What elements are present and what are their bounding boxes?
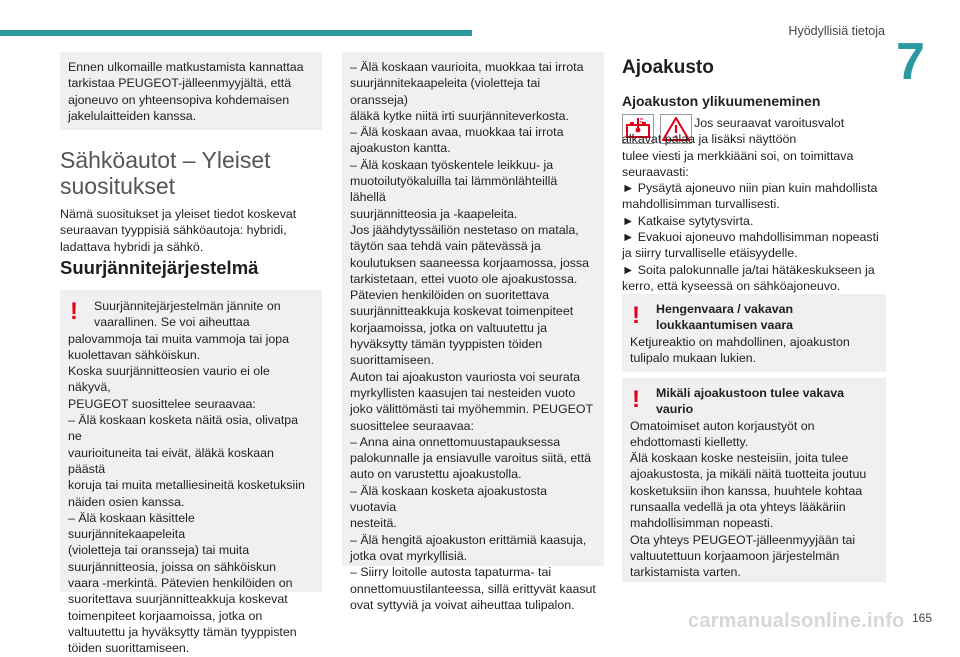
fire-risk-title: Hengenvaara / vakavan loukkaantumisen vaara bbox=[656, 302, 794, 333]
overheat-heading: Ajoakuston ylikuumeneminen bbox=[622, 93, 821, 109]
watermark: carmanualsonline.info bbox=[688, 610, 905, 632]
safety-instructions-text: – Älä koskaan vaurioita, muokkaa tai irrota suurjännitekaapeleita (violetteja tai oransseja) äläkä kytke niitä irti suurjänniteverkosta. – Älä koskaan avaa, muokkaa tai irrota ajoakuston kantta. – Älä koskaan työskentele leikkuu- ja muotoilutyökaluilla tai lämmönlähteillä lähellä suurjännitteosia ja -kaapeleita. Jos jäähdytyssäiliön nestetaso on matala, täytön saa tehdä vain pätevässä ja koulutuksen saaneessa korjaamossa, jossa tarkistetaan, ettei vuoto ole ajoakustossa. Pätevien henkilöiden on suoritettava suurjännitteakkuja koskevat toimenpiteet korjaamoissa, jotka on valtuutettu ja hyväksytty tämän tyyppisten töiden suorittamiseen. Auton tai ajoakuston vauriosta voi seurata myrkyllisten kaasujen tai nesteiden vuoto joko välittömästi tai myöhemmin. PEUGEOT suosittelee seuraavaa: – Anna aina onnettomuustapauksessa palokunnalle ja ensiavulle varoitus siitä, että auto on varustettu ajoakustolla. – Älä koskaan kosketa ajoakustosta vuotavia nesteitä. – Älä hengitä ajoakuston erittämiä kaasuja, jotka ovat myrkyllisiä. – Siirry loitolle autosta tapaturma- tai onnettomuustilanteessa, sillä erittyvät kaasut ovat syttyviä ja voivat aiheuttaa tulipalon. bbox=[350, 60, 596, 612]
ev-paragraph: Nämä suositukset ja yleiset tiedot koskevat seuraavan tyyppisiä sähköautoja: hybridi, ladattava hybridi ja sähkö. bbox=[60, 207, 297, 254]
fire-risk-text: Ketjureaktio on mahdollinen, ajoakuston tulipalo mukaan lukien. bbox=[630, 334, 850, 365]
battery-damage-box bbox=[622, 378, 886, 582]
header-accent-bar bbox=[0, 30, 472, 36]
chapter-number: 7 bbox=[896, 33, 925, 91]
overheat-text-content: Jos seuraavat varoitusvalot alkavat palaa ja lisäksi näyttöön tulee viesti ja merkkiääni soi, on toimittava seuraavasti: ► Pysäytä ajoneuvo niin pian kuin mahdollista mahdollisimman turvallisesti. ► Katkaise sytytysvirta. ► Evakuoi ajoneuvo mahdollisimman nopeasti ja siirry turvalliselle etäisyydelle. ► Soita palokunnalle ja/tai hätäkeskukseen ja kerro, että kyseessä on sähköajoneuvo. bbox=[622, 116, 879, 293]
intro-note-text: Ennen ulkomaille matkustamista kannattaa tarkistaa PEUGEOT-jälleenmyyjältä, että ajoneuvo on yhteensopiva kohdemaisen jakelulaitteiden kanssa. bbox=[68, 60, 304, 123]
hv-warning-rest: palovammoja tai muita vammoja tai jopa kuolettavan sähköiskun. Koska suurjännitteosien vaurio ei ole näkyvä, PEUGEOT suosittelee seuraavaa: – Älä koskaan kosketa näitä osia, olivatpa ne vaurioituneita tai eivät, äläkä koskaan päästä koruja tai muita metalliesineitä kosketuksiin näiden osien kanssa. – Älä koskaan käsittele suurjännitekaapeleita (violetteja tai oransseja) tai muita suurjännitteosia, joissa on sähköiskun vaara -merkintä. Pätevien henkilöiden on suoritettava suurjännitteakkuja koskevat toimenpiteet korjaamoissa, jotka on valtuutettu ja hyväksytty tämän tyyppisten töiden suorittamiseen. bbox=[68, 331, 305, 656]
battery-damage-title: Mikäli ajoakustoon tulee vakava vaurio bbox=[656, 386, 845, 417]
ev-heading: Sähköautot – Yleiset suositukset bbox=[60, 147, 271, 199]
fire-risk-box bbox=[622, 294, 886, 372]
intro-note-box bbox=[60, 52, 322, 130]
page-number: 165 bbox=[912, 611, 933, 625]
hv-heading: Suurjännitejärjestelmä bbox=[60, 257, 259, 278]
safety-instructions-box bbox=[342, 52, 604, 612]
exclamation-warning-icon: ! bbox=[632, 386, 640, 413]
overheat-text bbox=[622, 115, 884, 294]
exclamation-warning-icon: ! bbox=[632, 302, 640, 329]
hv-warning-first: Suurjännitejärjestelmän jännite on vaarallinen. Se voi aiheuttaa bbox=[94, 299, 281, 330]
section-title: Hyödyllisiä tietoja bbox=[788, 24, 885, 38]
battery-damage-text: Omatoimiset auton korjaustyöt on ehdottomasti kielletty. Älä koskaan koske nesteisiin, joita tulee ajoakustosta, ja mikäli näitä tuotteita joutuu kosketuksiin ihon kanssa, huuhtele kohtaa runsaalla vedellä ja ota yhteys lääkäriin mahdollisimman nopeasti. Ota yhteys PEUGEOT-jälleenmyyjään tai valtuutettuun korjaamoon järjestelmän tarkistamista varten. bbox=[630, 418, 867, 580]
exclamation-warning-icon: ! bbox=[70, 298, 78, 325]
battery-heading: Ajoakusto bbox=[622, 57, 714, 78]
hv-warning-box bbox=[60, 290, 322, 656]
